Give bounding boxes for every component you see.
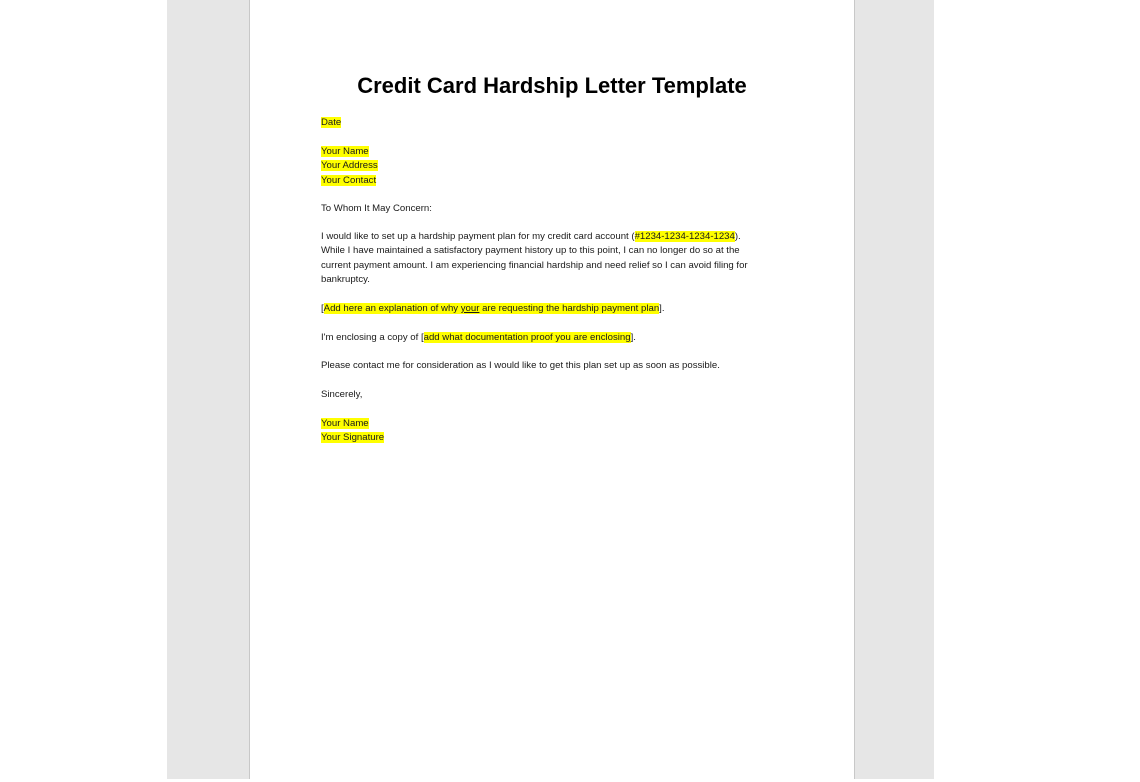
- paragraph-contact-request: Please contact me for consideration as I would like to get this plan set up as soon as possible.: [321, 360, 720, 371]
- bracket-open: [: [321, 303, 324, 314]
- document-title: Credit Card Hardship Letter Template: [357, 73, 747, 98]
- paragraph-enclosure: [321, 331, 636, 345]
- salutation: To Whom It May Concern:: [321, 203, 432, 214]
- explanation-text-end: are requesting the hardship payment plan: [479, 303, 660, 314]
- para1-line1-end: ).: [734, 231, 741, 242]
- signature-name-placeholder: Your Name: [321, 418, 369, 429]
- para1-line4: bankruptcy.: [321, 274, 370, 286]
- document-page: [249, 0, 855, 779]
- signature-placeholder: Your Signature: [321, 432, 385, 444]
- enclosure-prefix: I'm enclosing a copy of [: [321, 332, 424, 343]
- para1-line3: current payment amount. I am experiencing financial hardship and need relief so I can avoid filing for: [321, 259, 748, 271]
- explanation-placeholder: [324, 303, 659, 314]
- explanation-text-start: Add here an explanation of why: [323, 303, 461, 314]
- sender-address-placeholder: Your Address: [321, 160, 378, 172]
- sender-name-placeholder: Your Name: [321, 146, 369, 157]
- paragraph-request: [321, 230, 748, 288]
- sender-contact-placeholder: Your Contact: [321, 174, 377, 186]
- sender-block: [321, 145, 378, 188]
- paragraph-explanation: [321, 302, 665, 316]
- signature-block: [321, 417, 384, 446]
- account-number-placeholder: #1234-1234-1234-1234: [634, 231, 735, 242]
- underlined-word: your: [460, 303, 480, 314]
- enclosure-suffix: ].: [630, 332, 636, 343]
- date-placeholder: Date: [321, 117, 342, 128]
- para1-line1: I would like to set up a hardship payment plan for my credit card account (: [321, 231, 635, 242]
- bracket-close: ].: [659, 303, 665, 314]
- closing: Sincerely,: [321, 389, 363, 400]
- para1-line2: While I have maintained a satisfactory payment history up to this point, I can no longer do so at the: [321, 245, 740, 257]
- enclosure-placeholder: add what documentation proof you are enclosing: [423, 332, 631, 343]
